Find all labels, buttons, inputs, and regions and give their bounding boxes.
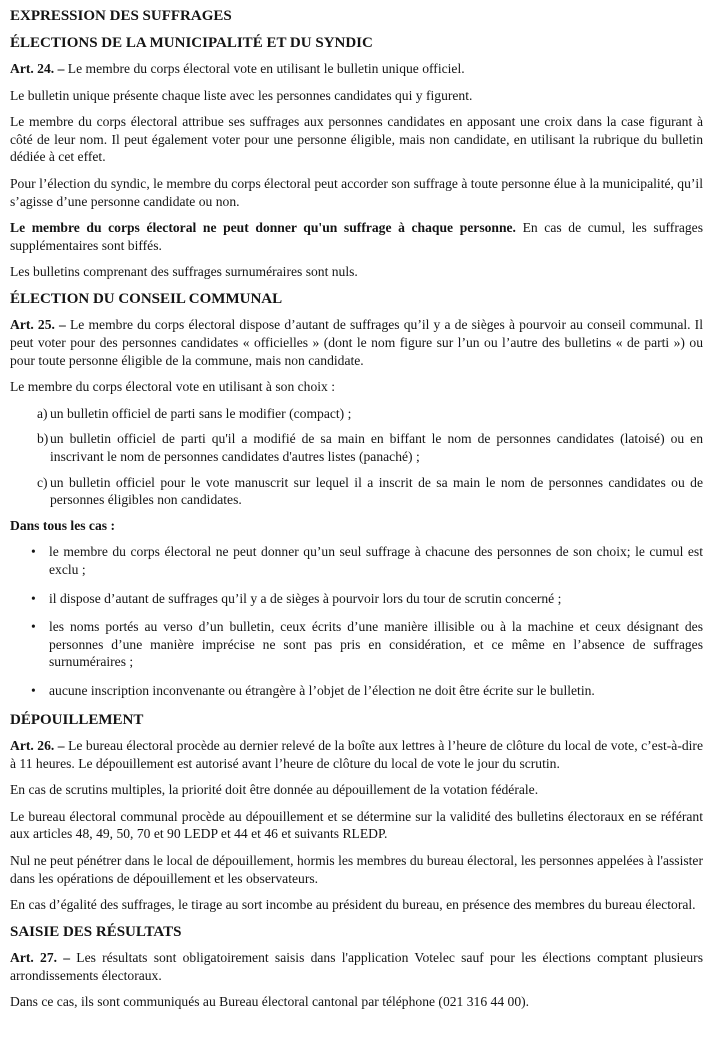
para-bulletin-unique: Le bulletin unique présente chaque liste avec les personnes candidates qui y figurent. xyxy=(10,87,473,103)
bullet-list xyxy=(10,543,703,699)
para-validite-bulletins: Le bureau électoral communal procède au dépouillement et se détermine sur la validité des bulletins électoraux en se référant aux articles 48, 49, 50, 70 et 90 LEDP et 44 et 46 et suivants RLEDP. xyxy=(10,808,703,842)
art26-intro-text: Le bureau électoral procède au dernier relevé de la boîte aux lettres à l’heure de clôture du local de vote, c’est-à-dire à 11 heures. Le dépouillement est autorisé avant l’heure de clôture du local de vote le jour du scrutin. xyxy=(10,738,703,771)
bullet-text-noms-verso: les noms portés au verso d’un bulletin, ceux écrits d’une manière illisible ou à la machine et ceux désignant des personnes d’une manière imprécise ne sont pas pris en considération, et ce même en l’absence de suffrages surnuméraires ; xyxy=(49,619,703,670)
para-dans-tous-les-cas: Dans tous les cas : xyxy=(10,517,115,533)
para-communication-telephone: Dans ce cas, ils sont communiqués au Bureau électoral cantonal par téléphone (021 316 44 00). xyxy=(10,994,530,1010)
para-scrutins-multiples: En cas de scrutins multiples, la priorité doit être donnée au dépouillement de la votation fédérale. xyxy=(10,782,539,798)
art25-intro-paragraph xyxy=(10,316,703,369)
art24-label: Art. 24. – xyxy=(10,61,65,76)
para-bulletins-nuls: Les bulletins comprenant des suffrages surnuméraires sont nuls. xyxy=(10,264,358,280)
para-un-suffrage-par-personne xyxy=(10,219,703,254)
art24-intro-text: Le membre du corps électoral vote en utilisant le bulletin unique officiel. xyxy=(64,61,465,76)
list-item-a-text: un bulletin officiel de parti sans le modifier (compact) ; xyxy=(50,405,352,421)
list-item-b-marker: b) xyxy=(37,431,49,447)
art27-intro-text: Les résultats sont obligatoirement saisis dans l'application Votelec sauf pour les élections comptant plusieurs arrondissements électoraux. xyxy=(10,950,703,983)
heading-expression-des-suffrages: EXPRESSION DES SUFFRAGES xyxy=(10,8,232,24)
para-un-suffrage-rest: En cas de cumul, les suffrages supplémentaires sont biffés. xyxy=(10,220,704,253)
list-item-a-marker: a) xyxy=(37,405,48,421)
para-egalite-suffrages: En cas d’égalité des suffrages, le tirage au sort incombe au président du bureau, en présence des membres du bureau électoral. xyxy=(10,897,696,913)
bullet-icon: • xyxy=(31,619,36,635)
bullet-text-inscription-inconvenante: aucune inscription inconvenante ou étrangère à l’objet de l’élection ne doit être écrite sur le bulletin. xyxy=(49,682,595,698)
bullet-item-un-seul-suffrage xyxy=(10,543,703,578)
bullet-item-inscription-inconvenante xyxy=(10,682,703,700)
bullet-icon: • xyxy=(31,544,36,560)
bullet-text-un-seul-suffrage: le membre du corps électoral ne peut donner qu’un seul suffrage à chacune des personnes de son choix; le cumul est exclu ; xyxy=(49,544,703,577)
lettered-list xyxy=(10,405,703,509)
heading-depouillement: DÉPOUILLEMENT xyxy=(10,711,144,728)
bullet-item-sieges-a-pourvoir xyxy=(10,590,703,608)
list-item-c xyxy=(10,474,703,509)
art26-label: Art. 26. – xyxy=(10,738,65,754)
para-local-depouillement: Nul ne peut pénétrer dans le local de dépouillement, hormis les membres du bureau électoral, les personnes appelées à l'assister dans les opérations de dépouillement et les observateurs. xyxy=(10,853,703,886)
list-item-c-text: un bulletin officiel pour le vote manuscrit sur lequel il a inscrit de sa main le nom de personnes candidates ou de personnes éligibles non candidates. xyxy=(50,474,703,508)
list-item-b xyxy=(10,430,703,465)
art24-intro-paragraph xyxy=(10,60,703,78)
para-attribution-suffrages: Le membre du corps électoral attribue ses suffrages aux personnes candidates en apposant une croix dans la case figurant à côté de leur nom. Il peut également voter pour une personne éligible, mais non candidate, en utilisant la rubrique du bulletin dédiée à cet effet. xyxy=(10,114,703,165)
bullet-item-noms-verso xyxy=(10,618,703,671)
bullet-icon: • xyxy=(31,682,36,698)
para-vote-a-son-choix: Le membre du corps électoral vote en utilisant à son choix : xyxy=(10,379,336,395)
art26-intro-paragraph xyxy=(10,737,703,772)
art27-intro-paragraph xyxy=(10,949,703,984)
art25-intro-text: Le membre du corps électoral dispose d’autant de suffrages qu’il y a de sièges à pourvoir au conseil communal. Il peut voter pour des personnes candidates « officielles » (dont le nom figure sur l’un ou l’autre des bulletins « de parti ») ou pour toute personne éligible de la commune, mais non candidate. xyxy=(10,317,703,368)
bullet-text-sieges-a-pourvoir: il dispose d’autant de suffrages qu’il y a de sièges à pourvoir lors du tour de scrutin concerné ; xyxy=(49,590,562,606)
heading-election-conseil-communal: ÉLECTION DU CONSEIL COMMUNAL xyxy=(10,290,283,307)
heading-saisie-resultats: SAISIE DES RÉSULTATS xyxy=(10,923,182,940)
list-item-b-text: un bulletin officiel de parti qu'il a modifié de sa main en biffant le nom de personnes candidates (latoisé) ou en inscrivant le nom de personnes candidates d'autres listes (panaché) ; xyxy=(50,431,703,464)
art27-label: Art. 27. – xyxy=(10,950,71,966)
art25-label: Art. 25. – xyxy=(10,317,66,333)
list-item-c-marker: c) xyxy=(37,474,48,490)
para-un-suffrage-bold-lead: Le membre du corps électoral ne peut donner qu'un suffrage à chaque personne. xyxy=(10,220,516,236)
heading-elections-municipalite-syndic: ÉLECTIONS DE LA MUNICIPALITÉ ET DU SYNDIC xyxy=(10,34,373,51)
list-item-a xyxy=(10,405,703,423)
bullet-icon: • xyxy=(31,590,36,606)
para-election-syndic: Pour l’élection du syndic, le membre du corps électoral peut accorder son suffrage à toute personne élue à la municipalité, qu’il s’agisse d’une personne candidate ou non. xyxy=(10,175,703,209)
